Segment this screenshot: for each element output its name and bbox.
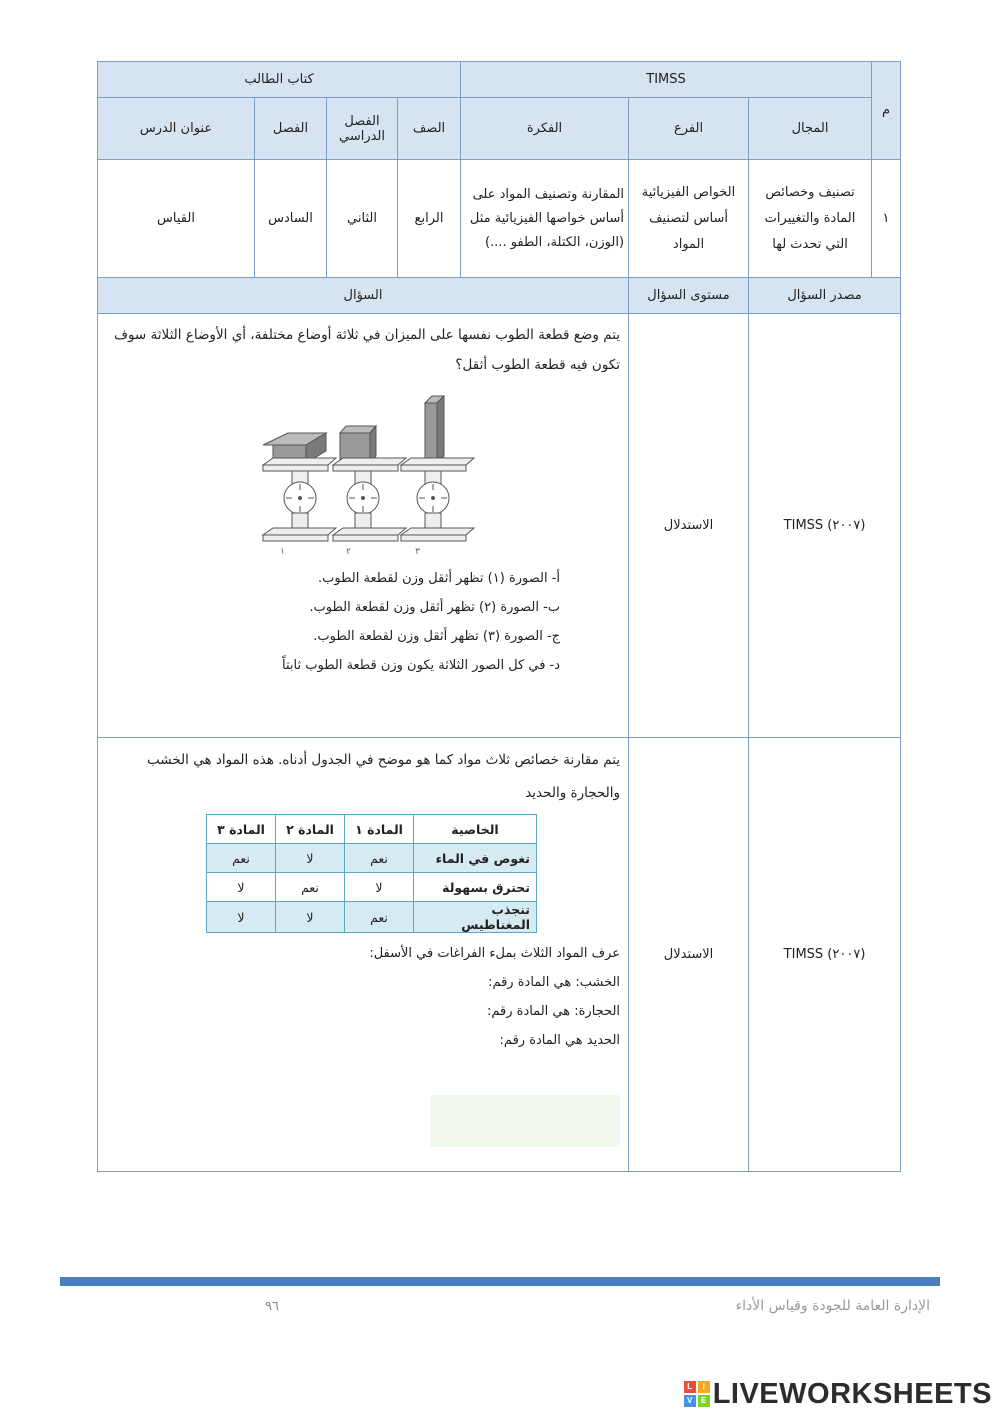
table-row: [207, 873, 537, 902]
mat-header-2: المادة ٢: [276, 815, 345, 844]
q1-text: يتم وضع قطعة الطوب نفسها على الميزان في ثلاثة أوضاع مختلفة، أي الأوضاع الثلاثة سوف تكون فيه قطعة الطوب أثقل؟: [113, 327, 621, 373]
footer-org: الإدارة العامة للجودة وقياس الأداء: [735, 1298, 930, 1314]
mat-cell: لا: [345, 873, 414, 902]
mat-cell: نعم: [345, 844, 414, 873]
scale-label-2: ٢: [346, 547, 352, 557]
logo-grid-icon: L I V E: [684, 1381, 710, 1407]
row-unit: السادس: [255, 160, 327, 278]
header-grade: الصف: [398, 98, 461, 160]
page-number: ٩٦: [265, 1299, 279, 1314]
fill-stone[interactable]: الحجارة: هي المادة رقم:: [486, 1004, 621, 1019]
q1-option-c[interactable]: ج- الصورة (٣) تظهر أثقل وزن لقطعة الطوب.: [313, 629, 561, 644]
fill-wood[interactable]: الخشب: هي المادة رقم:: [488, 975, 621, 990]
q1-option-d[interactable]: د- في كل الصور الثلاثة يكون وزن قطعة الطوب ثابتاً: [282, 658, 561, 673]
mat-cell: نعم: [345, 902, 414, 933]
header-book: كتاب الطالب: [98, 62, 461, 98]
header-timss: TIMSS: [461, 62, 872, 98]
mat-cell: نعم: [276, 873, 345, 902]
brand-text: LIVEWORKSHEETS: [712, 1377, 992, 1410]
mat-cell: نعم: [207, 844, 276, 873]
scale-label-3: ٣: [415, 547, 421, 557]
scale-2: [333, 426, 406, 541]
scales-figure: [188, 388, 538, 558]
scale-3: [401, 396, 474, 541]
mat-header-3: المادة ٣: [207, 815, 276, 844]
header-m: م: [872, 62, 901, 160]
liveworksheets-logo[interactable]: [684, 1378, 992, 1410]
header-idea: الفكرة: [461, 98, 629, 160]
table-row: [207, 902, 537, 933]
answer-box[interactable]: [430, 1095, 620, 1147]
row-domain: تصنيف وخصائص المادة والتغييرات التي تحدث لها: [749, 160, 872, 278]
materials-table: [206, 814, 537, 933]
header-lesson: عنوان الدرس: [98, 98, 255, 160]
q1-level: الاستدلال: [629, 314, 749, 738]
table-row: [207, 844, 537, 873]
q2-source: TIMSS (٢٠٠٧): [749, 738, 901, 1172]
q1-content: [98, 314, 629, 738]
mat-cell: تغوص في الماء: [414, 844, 537, 873]
q1-source: TIMSS (٢٠٠٧): [749, 314, 901, 738]
footer-bar: [60, 1277, 940, 1286]
q2-content: [98, 738, 629, 1172]
q1-option-b[interactable]: ب- الصورة (٢) تظهر أثقل وزن لقطعة الطوب.: [309, 600, 561, 615]
mat-cell: لا: [276, 844, 345, 873]
header-semester: الفصل الدراسي: [327, 98, 398, 160]
scale-label-1: ١: [280, 547, 286, 557]
scale-1: [263, 433, 336, 541]
mat-header-1: المادة ١: [345, 815, 414, 844]
row-branch: الخواص الفيزيائية أساس لتصنيف المواد: [629, 160, 749, 278]
qheader-question: السؤال: [98, 278, 629, 314]
q2-instruction: عرف المواد الثلاث بملء الفراغات في الأسفل:: [369, 946, 621, 961]
curriculum-table: [97, 61, 901, 1172]
mat-cell: لا: [207, 873, 276, 902]
q2-level: الاستدلال: [629, 738, 749, 1172]
row-lesson: القياس: [98, 160, 255, 278]
qheader-level: مستوى السؤال: [629, 278, 749, 314]
header-unit: الفصل: [255, 98, 327, 160]
row-number: ١: [872, 160, 901, 278]
q2-text: يتم مقارنة خصائص ثلاث مواد كما هو موضح في الجدول أدناه. هذه المواد هي الخشب والحجارة والحديد: [147, 752, 621, 801]
mat-cell: تنجذب المغناطيس: [414, 902, 537, 933]
row-idea: المقارنة وتصنيف المواد على أساس خواصها الفيزيائية مثل (الوزن، الكتلة، الطفو ....): [461, 160, 629, 278]
header-branch: الفرع: [629, 98, 749, 160]
qheader-source: مصدر السؤال: [749, 278, 901, 314]
row-semester: الثاني: [327, 160, 398, 278]
mat-cell: لا: [276, 902, 345, 933]
mat-header-property: الخاصية: [414, 815, 537, 844]
mat-cell: تحترق بسهولة: [414, 873, 537, 902]
row-grade: الرابع: [398, 160, 461, 278]
fill-iron[interactable]: الحديد هي المادة رقم:: [499, 1033, 621, 1048]
header-domain: المجال: [749, 98, 872, 160]
mat-cell: لا: [207, 902, 276, 933]
q1-option-a[interactable]: أ- الصورة (١) تظهر أثقل وزن لقطعة الطوب.: [318, 571, 561, 586]
